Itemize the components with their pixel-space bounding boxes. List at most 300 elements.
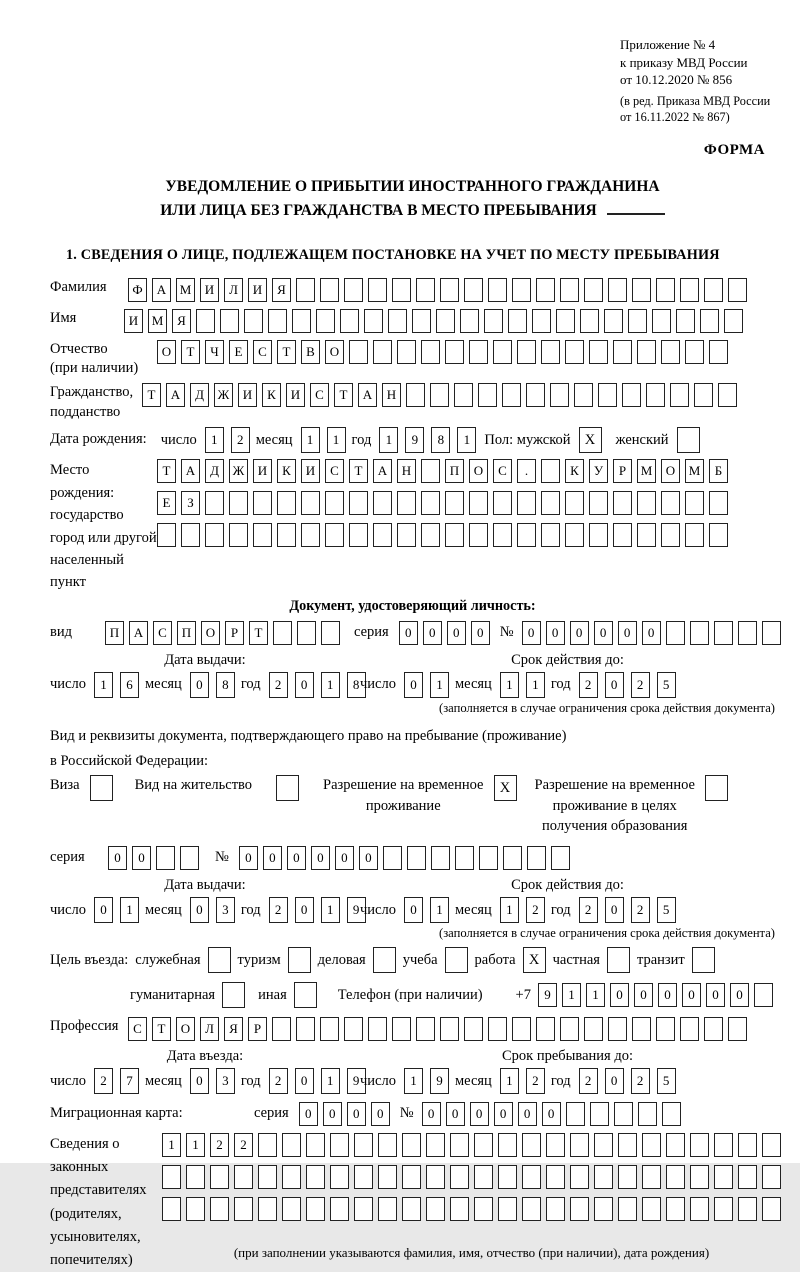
form-cell[interactable] [565, 491, 584, 515]
form-cell[interactable] [709, 491, 728, 515]
form-cell[interactable] [354, 1197, 373, 1221]
form-cell[interactable]: 3 [216, 897, 235, 923]
form-cell[interactable] [378, 1133, 397, 1157]
form-cell[interactable]: 2 [269, 897, 288, 923]
form-cell[interactable] [656, 278, 675, 302]
form-cell[interactable] [364, 309, 383, 333]
form-cell[interactable]: 9 [538, 983, 557, 1007]
form-cell[interactable] [541, 491, 560, 515]
form-cell[interactable] [570, 1165, 589, 1189]
form-cell[interactable] [205, 491, 224, 515]
form-cell[interactable] [229, 491, 248, 515]
form-cell[interactable] [541, 459, 560, 483]
form-cell[interactable] [594, 1197, 613, 1221]
form-cell[interactable]: 0 [518, 1102, 537, 1126]
form-cell[interactable] [268, 309, 287, 333]
form-cell[interactable] [349, 491, 368, 515]
form-cell[interactable]: 0 [642, 621, 661, 645]
form-cell[interactable] [522, 1197, 541, 1221]
form-cell[interactable] [220, 309, 239, 333]
form-cell[interactable] [464, 1017, 483, 1041]
form-cell[interactable] [402, 1197, 421, 1221]
form-cell[interactable]: 2 [631, 1068, 650, 1094]
form-cell[interactable]: А [129, 621, 148, 645]
form-cell[interactable] [412, 309, 431, 333]
form-cell[interactable]: 2 [234, 1133, 253, 1157]
form-cell[interactable]: 1 [379, 427, 398, 453]
form-cell[interactable] [320, 278, 339, 302]
form-cell[interactable] [258, 1165, 277, 1189]
form-cell[interactable]: А [181, 459, 200, 483]
form-cell[interactable] [181, 523, 200, 547]
form-cell[interactable] [546, 1133, 565, 1157]
form-cell[interactable] [638, 1102, 657, 1126]
form-cell[interactable]: А [166, 383, 185, 407]
form-cell[interactable]: 0 [447, 621, 466, 645]
form-cell[interactable]: 1 [430, 897, 449, 923]
form-cell[interactable] [646, 383, 665, 407]
form-cell[interactable]: М [148, 309, 167, 333]
form-cell[interactable]: И [200, 278, 219, 302]
form-cell[interactable]: 1 [562, 983, 581, 1007]
form-cell[interactable]: 0 [706, 983, 725, 1007]
form-cell[interactable]: 2 [579, 672, 598, 698]
residence-permit-checkbox[interactable] [276, 775, 299, 801]
form-cell[interactable]: С [310, 383, 329, 407]
form-cell[interactable] [301, 491, 320, 515]
form-cell[interactable]: Ч [205, 340, 224, 364]
form-cell[interactable]: И [248, 278, 267, 302]
form-cell[interactable]: 0 [190, 1068, 209, 1094]
purpose-transit-checkbox[interactable] [692, 947, 715, 973]
form-cell[interactable]: 0 [618, 621, 637, 645]
form-cell[interactable] [656, 1017, 675, 1041]
form-cell[interactable]: Д [190, 383, 209, 407]
form-cell[interactable] [325, 523, 344, 547]
form-cell[interactable]: З [181, 491, 200, 515]
form-cell[interactable] [296, 1017, 315, 1041]
form-cell[interactable] [392, 278, 411, 302]
form-cell[interactable]: И [238, 383, 257, 407]
form-cell[interactable]: М [637, 459, 656, 483]
form-cell[interactable] [652, 309, 671, 333]
form-cell[interactable]: 2 [269, 672, 288, 698]
form-cell[interactable] [536, 278, 555, 302]
form-cell[interactable] [728, 278, 747, 302]
form-cell[interactable]: П [445, 459, 464, 483]
form-cell[interactable]: 2 [526, 897, 545, 923]
form-cell[interactable]: 0 [295, 1068, 314, 1094]
form-cell[interactable]: 1 [327, 427, 346, 453]
form-cell[interactable] [685, 340, 704, 364]
form-cell[interactable] [589, 340, 608, 364]
form-cell[interactable]: И [124, 309, 143, 333]
form-cell[interactable] [724, 309, 743, 333]
form-cell[interactable] [426, 1133, 445, 1157]
form-cell[interactable] [762, 1197, 781, 1221]
form-cell[interactable] [580, 309, 599, 333]
form-cell[interactable] [469, 340, 488, 364]
form-cell[interactable] [272, 1017, 291, 1041]
form-cell[interactable]: 2 [579, 1068, 598, 1094]
form-cell[interactable]: 0 [730, 983, 749, 1007]
form-cell[interactable] [450, 1133, 469, 1157]
form-cell[interactable] [666, 1133, 685, 1157]
form-cell[interactable] [709, 340, 728, 364]
form-cell[interactable]: 2 [94, 1068, 113, 1094]
form-cell[interactable] [498, 1165, 517, 1189]
form-cell[interactable] [296, 278, 315, 302]
form-cell[interactable] [416, 278, 435, 302]
form-cell[interactable] [464, 278, 483, 302]
form-cell[interactable] [517, 340, 536, 364]
form-cell[interactable] [700, 309, 719, 333]
form-cell[interactable] [373, 340, 392, 364]
form-cell[interactable] [661, 523, 680, 547]
form-cell[interactable] [330, 1133, 349, 1157]
form-cell[interactable] [397, 491, 416, 515]
form-cell[interactable]: 9 [347, 1068, 366, 1094]
form-cell[interactable] [517, 523, 536, 547]
form-cell[interactable]: 2 [210, 1133, 229, 1157]
form-cell[interactable]: И [301, 459, 320, 483]
form-cell[interactable] [416, 1017, 435, 1041]
form-cell[interactable] [502, 383, 521, 407]
form-cell[interactable]: 5 [657, 897, 676, 923]
form-cell[interactable] [186, 1165, 205, 1189]
form-cell[interactable]: А [152, 278, 171, 302]
form-cell[interactable] [527, 846, 546, 870]
form-cell[interactable]: 1 [205, 427, 224, 453]
form-cell[interactable]: О [469, 459, 488, 483]
form-cell[interactable] [560, 1017, 579, 1041]
form-cell[interactable] [330, 1165, 349, 1189]
form-cell[interactable]: И [253, 459, 272, 483]
form-cell[interactable] [618, 1197, 637, 1221]
form-cell[interactable] [440, 278, 459, 302]
form-cell[interactable]: 1 [500, 897, 519, 923]
form-cell[interactable]: 0 [570, 621, 589, 645]
form-cell[interactable]: Я [172, 309, 191, 333]
form-cell[interactable]: Т [349, 459, 368, 483]
form-cell[interactable] [738, 1197, 757, 1221]
form-cell[interactable]: 0 [347, 1102, 366, 1126]
form-cell[interactable]: Т [157, 459, 176, 483]
form-cell[interactable] [608, 1017, 627, 1041]
form-cell[interactable] [349, 340, 368, 364]
form-cell[interactable]: 3 [216, 1068, 235, 1094]
form-cell[interactable]: Л [200, 1017, 219, 1041]
form-cell[interactable]: Д [205, 459, 224, 483]
form-cell[interactable] [306, 1165, 325, 1189]
form-cell[interactable] [632, 1017, 651, 1041]
form-cell[interactable]: Т [334, 383, 353, 407]
form-cell[interactable] [469, 523, 488, 547]
form-cell[interactable]: 1 [321, 672, 340, 698]
form-cell[interactable]: Р [248, 1017, 267, 1041]
form-cell[interactable]: 0 [399, 621, 418, 645]
form-cell[interactable]: 0 [94, 897, 113, 923]
form-cell[interactable]: 8 [431, 427, 450, 453]
form-cell[interactable]: 0 [594, 621, 613, 645]
form-cell[interactable]: М [176, 278, 195, 302]
form-cell[interactable] [253, 491, 272, 515]
form-cell[interactable]: К [565, 459, 584, 483]
form-cell[interactable] [306, 1197, 325, 1221]
form-cell[interactable] [642, 1165, 661, 1189]
form-cell[interactable]: Т [249, 621, 268, 645]
form-cell[interactable] [565, 523, 584, 547]
form-cell[interactable]: 0 [263, 846, 282, 870]
form-cell[interactable]: 1 [120, 897, 139, 923]
form-cell[interactable] [282, 1197, 301, 1221]
form-cell[interactable] [445, 523, 464, 547]
form-cell[interactable]: С [253, 340, 272, 364]
form-cell[interactable] [258, 1197, 277, 1221]
form-cell[interactable] [526, 383, 545, 407]
form-cell[interactable] [205, 523, 224, 547]
form-cell[interactable]: 0 [634, 983, 653, 1007]
form-cell[interactable] [392, 1017, 411, 1041]
form-cell[interactable]: 1 [162, 1133, 181, 1157]
form-cell[interactable] [321, 621, 340, 645]
form-cell[interactable]: 2 [579, 897, 598, 923]
form-cell[interactable]: 1 [500, 1068, 519, 1094]
form-cell[interactable]: Ф [128, 278, 147, 302]
form-cell[interactable] [162, 1197, 181, 1221]
form-cell[interactable] [512, 1017, 531, 1041]
form-cell[interactable] [488, 278, 507, 302]
form-cell[interactable] [570, 1133, 589, 1157]
form-cell[interactable] [354, 1133, 373, 1157]
form-cell[interactable] [488, 1017, 507, 1041]
form-cell[interactable] [397, 340, 416, 364]
form-cell[interactable]: 0 [610, 983, 629, 1007]
form-cell[interactable]: 0 [190, 897, 209, 923]
form-cell[interactable] [229, 523, 248, 547]
form-cell[interactable]: Я [224, 1017, 243, 1041]
form-cell[interactable] [508, 309, 527, 333]
form-cell[interactable] [714, 621, 733, 645]
form-cell[interactable] [156, 846, 175, 870]
form-cell[interactable] [608, 278, 627, 302]
form-cell[interactable]: С [325, 459, 344, 483]
form-cell[interactable]: 2 [231, 427, 250, 453]
form-cell[interactable]: О [325, 340, 344, 364]
form-cell[interactable]: 9 [430, 1068, 449, 1094]
form-cell[interactable] [685, 491, 704, 515]
form-cell[interactable] [738, 1133, 757, 1157]
form-cell[interactable] [589, 491, 608, 515]
form-cell[interactable] [541, 523, 560, 547]
form-cell[interactable] [474, 1165, 493, 1189]
form-cell[interactable] [622, 383, 641, 407]
form-cell[interactable]: Т [152, 1017, 171, 1041]
form-cell[interactable]: 0 [335, 846, 354, 870]
form-cell[interactable] [666, 1165, 685, 1189]
form-cell[interactable]: 1 [457, 427, 476, 453]
form-cell[interactable]: 5 [657, 1068, 676, 1094]
form-cell[interactable] [498, 1133, 517, 1157]
form-cell[interactable]: 0 [446, 1102, 465, 1126]
purpose-tourism-checkbox[interactable] [288, 947, 311, 973]
form-cell[interactable] [690, 621, 709, 645]
form-cell[interactable] [714, 1197, 733, 1221]
form-cell[interactable] [450, 1165, 469, 1189]
form-cell[interactable] [426, 1165, 445, 1189]
form-cell[interactable]: Л [224, 278, 243, 302]
sex-male-checkbox[interactable]: X [579, 427, 602, 453]
form-cell[interactable] [320, 1017, 339, 1041]
form-cell[interactable] [670, 383, 689, 407]
form-cell[interactable] [690, 1165, 709, 1189]
form-cell[interactable]: 0 [522, 621, 541, 645]
form-cell[interactable] [479, 846, 498, 870]
form-cell[interactable]: Б [709, 459, 728, 483]
purpose-other-checkbox[interactable] [294, 982, 317, 1008]
form-cell[interactable]: 2 [269, 1068, 288, 1094]
form-cell[interactable] [618, 1133, 637, 1157]
form-cell[interactable] [316, 309, 335, 333]
form-cell[interactable]: 0 [605, 897, 624, 923]
form-cell[interactable]: 0 [190, 672, 209, 698]
form-cell[interactable] [478, 383, 497, 407]
form-cell[interactable] [306, 1133, 325, 1157]
form-cell[interactable]: 0 [470, 1102, 489, 1126]
form-cell[interactable] [330, 1197, 349, 1221]
purpose-humanitarian-checkbox[interactable] [222, 982, 245, 1008]
form-cell[interactable] [762, 621, 781, 645]
temp-permit-edu-checkbox[interactable] [705, 775, 728, 801]
form-cell[interactable] [244, 309, 263, 333]
form-cell[interactable] [157, 523, 176, 547]
form-cell[interactable]: 0 [658, 983, 677, 1007]
form-cell[interactable] [402, 1165, 421, 1189]
form-cell[interactable] [690, 1197, 709, 1221]
form-cell[interactable] [234, 1165, 253, 1189]
form-cell[interactable] [325, 491, 344, 515]
form-cell[interactable]: Т [181, 340, 200, 364]
form-cell[interactable] [589, 523, 608, 547]
form-cell[interactable] [714, 1165, 733, 1189]
form-cell[interactable] [383, 846, 402, 870]
form-cell[interactable] [282, 1165, 301, 1189]
form-cell[interactable] [565, 340, 584, 364]
form-cell[interactable] [460, 309, 479, 333]
form-cell[interactable]: Н [382, 383, 401, 407]
form-cell[interactable] [642, 1133, 661, 1157]
form-cell[interactable] [594, 1133, 613, 1157]
form-cell[interactable] [570, 1197, 589, 1221]
form-cell[interactable]: 0 [605, 1068, 624, 1094]
form-cell[interactable] [604, 309, 623, 333]
form-cell[interactable]: Е [157, 491, 176, 515]
form-cell[interactable] [292, 309, 311, 333]
form-cell[interactable]: Ж [229, 459, 248, 483]
form-cell[interactable] [373, 523, 392, 547]
form-cell[interactable] [718, 383, 737, 407]
form-cell[interactable] [378, 1197, 397, 1221]
form-cell[interactable] [454, 383, 473, 407]
form-cell[interactable] [594, 1165, 613, 1189]
form-cell[interactable] [450, 1197, 469, 1221]
form-cell[interactable] [738, 1165, 757, 1189]
form-cell[interactable]: М [685, 459, 704, 483]
form-cell[interactable]: 0 [239, 846, 258, 870]
form-cell[interactable]: К [262, 383, 281, 407]
form-cell[interactable]: 1 [301, 427, 320, 453]
form-cell[interactable] [680, 1017, 699, 1041]
form-cell[interactable] [762, 1133, 781, 1157]
form-cell[interactable] [680, 278, 699, 302]
form-cell[interactable] [584, 1017, 603, 1041]
form-cell[interactable] [421, 523, 440, 547]
form-cell[interactable]: Р [613, 459, 632, 483]
form-cell[interactable] [598, 383, 617, 407]
form-cell[interactable] [704, 278, 723, 302]
form-cell[interactable] [373, 491, 392, 515]
form-cell[interactable] [738, 621, 757, 645]
form-cell[interactable] [546, 1165, 565, 1189]
form-cell[interactable]: . [517, 459, 536, 483]
form-cell[interactable]: 6 [120, 672, 139, 698]
form-cell[interactable] [541, 340, 560, 364]
form-cell[interactable] [431, 846, 450, 870]
form-cell[interactable]: 0 [471, 621, 490, 645]
form-cell[interactable] [455, 846, 474, 870]
form-cell[interactable] [536, 1017, 555, 1041]
form-cell[interactable] [407, 846, 426, 870]
form-cell[interactable]: Т [142, 383, 161, 407]
form-cell[interactable] [493, 491, 512, 515]
form-cell[interactable]: С [128, 1017, 147, 1041]
form-cell[interactable] [637, 491, 656, 515]
purpose-study-checkbox[interactable] [445, 947, 468, 973]
form-cell[interactable] [754, 983, 773, 1007]
form-cell[interactable]: С [153, 621, 172, 645]
form-cell[interactable] [517, 491, 536, 515]
form-cell[interactable] [614, 1102, 633, 1126]
form-cell[interactable]: 2 [526, 1068, 545, 1094]
form-cell[interactable] [493, 340, 512, 364]
sex-female-checkbox[interactable] [677, 427, 700, 453]
form-cell[interactable] [440, 1017, 459, 1041]
form-cell[interactable] [426, 1197, 445, 1221]
form-cell[interactable]: О [176, 1017, 195, 1041]
form-cell[interactable] [406, 383, 425, 407]
form-cell[interactable] [368, 1017, 387, 1041]
form-cell[interactable]: У [589, 459, 608, 483]
form-cell[interactable] [421, 491, 440, 515]
form-cell[interactable] [642, 1197, 661, 1221]
form-cell[interactable] [421, 340, 440, 364]
form-cell[interactable] [762, 1165, 781, 1189]
form-cell[interactable] [512, 278, 531, 302]
form-cell[interactable]: 0 [295, 672, 314, 698]
form-cell[interactable] [728, 1017, 747, 1041]
form-cell[interactable]: 2 [631, 897, 650, 923]
form-cell[interactable] [532, 309, 551, 333]
form-cell[interactable]: И [286, 383, 305, 407]
form-cell[interactable]: 0 [295, 897, 314, 923]
visa-checkbox[interactable] [90, 775, 113, 801]
form-cell[interactable] [551, 846, 570, 870]
form-cell[interactable] [368, 278, 387, 302]
form-cell[interactable] [566, 1102, 585, 1126]
form-cell[interactable] [632, 278, 651, 302]
form-cell[interactable] [397, 523, 416, 547]
form-cell[interactable]: 8 [347, 672, 366, 698]
